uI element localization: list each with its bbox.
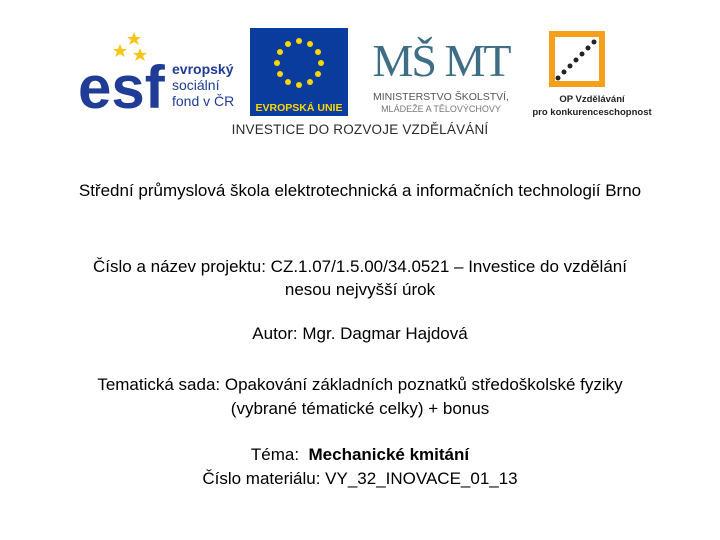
topic-label: Téma: bbox=[250, 445, 300, 464]
svg-text:fond v ČR: fond v ČR bbox=[172, 93, 235, 109]
svg-text:EVROPSKÁ UNIE: EVROPSKÁ UNIE bbox=[255, 102, 343, 114]
logo-band bbox=[60, 18, 660, 150]
op-vzdelavani-logo bbox=[530, 28, 654, 120]
thematic-set-line-2: (vybrané tématické celky) + bonus bbox=[230, 399, 490, 418]
material-number: Číslo materiálu: VY_32_INOVACE_01_13 bbox=[202, 469, 518, 488]
svg-text:sociální: sociální bbox=[172, 77, 220, 93]
topic-value: Mechanické kmitání bbox=[308, 445, 470, 464]
svg-text:OP Vzdělávání: OP Vzdělávání bbox=[559, 94, 625, 105]
logo-tagline: INVESTICE DO ROZVOJE VZDĚLÁVÁNÍ bbox=[231, 122, 489, 137]
project-line-2: nesou nejvyšší úrok bbox=[284, 280, 436, 299]
svg-text:pro konkurenceschopnost: pro konkurenceschopnost bbox=[532, 107, 652, 118]
msmt-logo bbox=[356, 28, 526, 120]
svg-text:MŠ MT: MŠ MT bbox=[372, 35, 510, 86]
svg-text:MINISTERSTVO ŠKOLSTVÍ,: MINISTERSTVO ŠKOLSTVÍ, bbox=[373, 91, 509, 103]
svg-text:evropský: evropský bbox=[172, 61, 234, 77]
school-name: Střední průmyslová škola elektrotechnická a informačních technologií Brno bbox=[78, 181, 642, 200]
eu-flag-logo bbox=[250, 28, 348, 116]
esf-mark: esf bbox=[78, 54, 165, 116]
project-line-1: Číslo a název projektu: CZ.1.07/1.5.00/34.0521 – Investice do vzdělání bbox=[93, 257, 627, 276]
topic bbox=[0, 444, 720, 466]
svg-text:MLÁDEŽE A TĚLOVÝCHOVY: MLÁDEŽE A TĚLOVÝCHOVY bbox=[381, 104, 501, 114]
esf-logo bbox=[76, 28, 244, 116]
thematic-set-line-1: Tematická sada: Opakování základních poznatků středoškolské fyziky bbox=[97, 375, 623, 394]
op-dots-icon bbox=[556, 40, 597, 81]
author: Autor: Mgr. Dagmar Hajdová bbox=[252, 324, 468, 343]
